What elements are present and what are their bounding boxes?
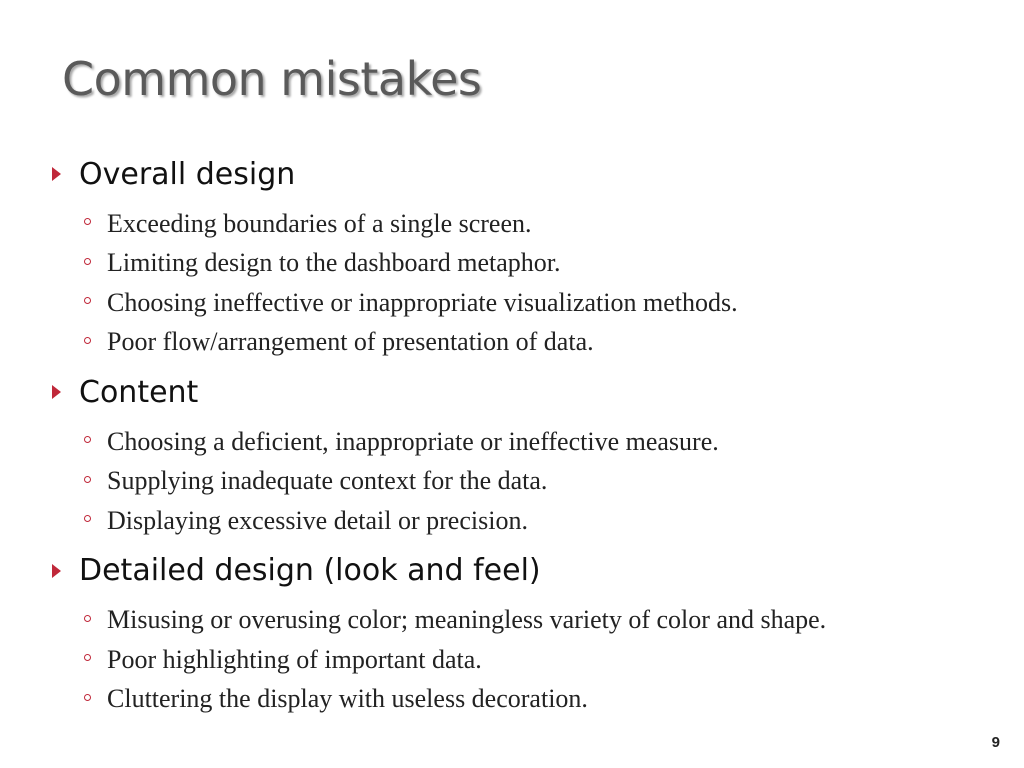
sub-bullet-text: Exceeding boundaries of a single screen. — [107, 208, 532, 238]
ring-bullet-icon — [84, 218, 91, 225]
section-label: Content — [79, 374, 199, 410]
sub-bullet-text: Poor flow/arrangement of presentation of data. — [107, 327, 594, 357]
ring-bullet-icon — [84, 258, 91, 265]
bullet-arrow-icon — [52, 167, 61, 181]
sub-bullet-text: Misusing or overusing color; meaningless variety of color and shape. — [107, 605, 827, 635]
sub-bullet-item — [84, 422, 1008, 462]
section-label: Overall design — [79, 156, 296, 192]
sub-bullet-item — [84, 283, 1008, 323]
ring-bullet-icon — [84, 694, 91, 701]
ring-bullet-icon — [84, 515, 91, 522]
sub-bullet-text: Limiting design to the dashboard metaphor. — [107, 248, 561, 278]
sub-bullet-text: Poor highlighting of important data. — [107, 644, 482, 674]
section-content — [48, 370, 1008, 541]
sub-bullet-item — [84, 462, 1008, 502]
sub-bullet-text: Choosing a deficient, inappropriate or ineffective measure. — [107, 426, 719, 456]
slide-title: Common mistakes — [62, 52, 482, 106]
ring-bullet-icon — [84, 337, 91, 344]
sub-bullet-list — [48, 204, 1008, 362]
sub-bullet-item — [84, 204, 1008, 244]
section-detailed-design — [48, 549, 1008, 720]
sub-bullet-item — [84, 244, 1008, 284]
section-heading — [48, 152, 1008, 196]
sub-bullet-text: Displaying excessive detail or precision. — [107, 505, 528, 535]
bullet-arrow-icon — [52, 564, 61, 578]
page-number: 9 — [991, 734, 1000, 751]
sub-bullet-item — [84, 601, 1008, 641]
ring-bullet-icon — [84, 476, 91, 483]
ring-bullet-icon — [84, 436, 91, 443]
sub-bullet-list — [48, 422, 1008, 541]
sub-bullet-text: Cluttering the display with useless decoration. — [107, 684, 588, 714]
sub-bullet-text: Choosing ineffective or inappropriate visualization methods. — [107, 287, 738, 317]
sub-bullet-item — [84, 501, 1008, 541]
ring-bullet-icon — [84, 297, 91, 304]
bullet-content — [48, 152, 1008, 727]
sub-bullet-list — [48, 601, 1008, 720]
sub-bullet-item — [84, 640, 1008, 680]
sub-bullet-item — [84, 680, 1008, 720]
sub-bullet-item — [84, 323, 1008, 363]
sub-bullet-text: Supplying inadequate context for the data. — [107, 466, 548, 496]
ring-bullet-icon — [84, 615, 91, 622]
section-heading — [48, 549, 1008, 593]
ring-bullet-icon — [84, 654, 91, 661]
section-overall-design — [48, 152, 1008, 362]
section-heading — [48, 370, 1008, 414]
bullet-arrow-icon — [52, 385, 61, 399]
section-label: Detailed design (look and feel) — [79, 553, 541, 588]
